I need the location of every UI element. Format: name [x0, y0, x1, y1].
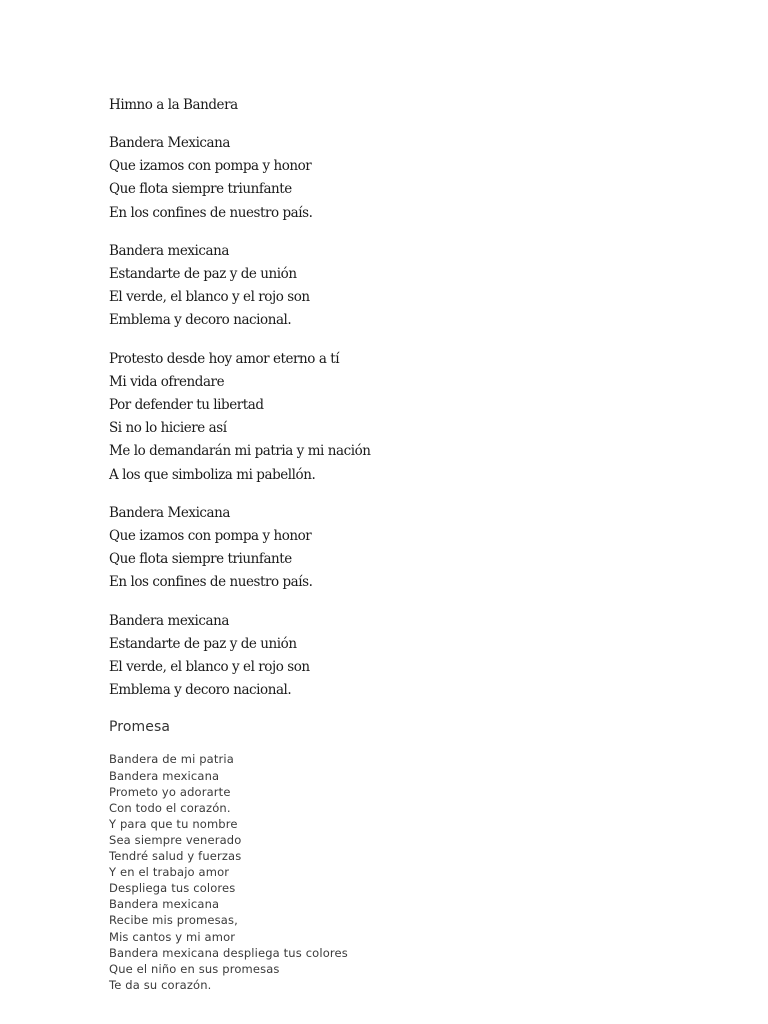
stanza-line: El verde, el blanco y el rojo son: [109, 659, 310, 676]
stanza: [109, 132, 709, 225]
stanza-line: En los confines de nuestro país.: [109, 204, 313, 221]
promesa-line: Bandera mexicana despliega tus colores: [109, 945, 348, 960]
stanza-line: Si no lo hiciere así: [109, 420, 227, 437]
stanza-line: Que izamos con pompa y honor: [109, 158, 312, 175]
stanza-line: Bandera mexicana: [109, 242, 229, 259]
promesa-line: Con todo el corazón.: [109, 800, 231, 815]
promesa-line: Y en el trabajo amor: [109, 865, 230, 880]
stanza-line: El verde, el blanco y el rojo son: [109, 289, 310, 306]
document-page: [109, 94, 709, 993]
hymn-stanzas: [109, 132, 709, 702]
stanza-line: Protesto desde hoy amor eterno a tí: [109, 350, 340, 367]
stanza-line: Estandarte de paz y de unión: [109, 635, 297, 652]
stanza-line: En los confines de nuestro país.: [109, 574, 313, 591]
promesa-line: Y para que tu nombre: [109, 816, 238, 831]
stanza-line: Bandera Mexicana: [109, 135, 230, 151]
promesa-text: [109, 751, 709, 992]
stanza-line: Emblema y decoro nacional.: [109, 682, 292, 699]
promesa-line: Bandera mexicana: [109, 768, 220, 783]
promesa-line: Mis cantos y mi amor: [109, 929, 236, 944]
stanza-line: Bandera mexicana: [109, 612, 229, 629]
promesa-line: Prometo yo adorarte: [109, 784, 231, 799]
stanza: [109, 348, 709, 487]
stanza-line: Bandera Mexicana: [109, 504, 230, 521]
document-title: Himno a la Bandera: [109, 97, 238, 113]
promesa-line: Tendré salud y fuerzas: [109, 849, 242, 864]
promesa-line: Que el niño en sus promesas: [109, 961, 280, 976]
promesa-title: Promesa: [109, 719, 171, 736]
stanza-line: Por defender tu libertad: [109, 397, 264, 414]
stanza: [109, 610, 709, 703]
promesa-line: Te da su corazón.: [109, 977, 212, 992]
promesa-line: Recibe mis promesas,: [109, 913, 238, 928]
promesa-line: Sea siempre venerado: [109, 832, 242, 847]
stanza-line: Mi vida ofrendare: [109, 373, 225, 390]
stanza-line: Estandarte de paz y de unión: [109, 266, 297, 283]
stanza-line: Que izamos con pompa y honor: [109, 528, 312, 545]
promesa-line: Despliega tus colores: [109, 881, 236, 896]
stanza: [109, 240, 709, 333]
stanza-line: Me lo demandarán mi patria y mi nación: [109, 443, 371, 460]
stanza-line: A los que simboliza mi pabellón.: [109, 466, 316, 483]
stanza: [109, 502, 709, 595]
stanza-line: Que flota siempre triunfante: [109, 551, 292, 568]
stanza-line: Emblema y decoro nacional.: [109, 312, 292, 329]
promesa-line: Bandera mexicana: [109, 897, 220, 912]
promesa-line: Bandera de mi patria: [109, 752, 234, 767]
stanza-line: Que flota siempre triunfante: [109, 181, 292, 198]
